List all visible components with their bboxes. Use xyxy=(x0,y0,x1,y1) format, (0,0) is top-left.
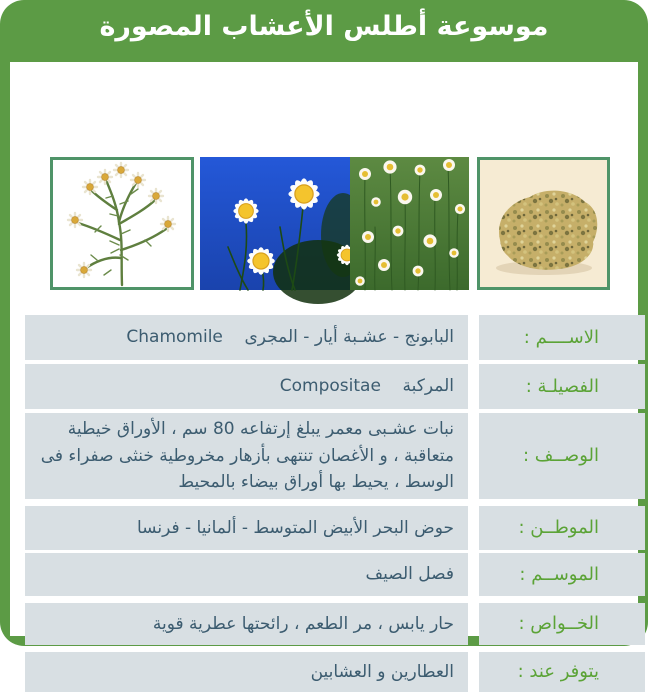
chamomile-field-photo xyxy=(350,157,469,290)
availability-label: يتوفر عند : xyxy=(479,652,645,692)
chamomile-illustration-image xyxy=(50,157,194,290)
name-value: البابونج - عشـبة أيار - المجرى Chamomile xyxy=(25,315,468,360)
family-value: المركبة Compositae xyxy=(25,364,468,409)
chamomile-illustration-drawing xyxy=(53,160,191,287)
season-value: فصل الصيف xyxy=(25,553,468,596)
description-label: الوصــف : xyxy=(479,413,645,499)
table-row-season xyxy=(25,553,645,596)
name-label: الاســــم : xyxy=(479,315,645,360)
properties-label: الخــواص : xyxy=(479,603,645,645)
table-row-availability xyxy=(25,652,645,692)
properties-value: حار يابس ، مر الطعم ، رائحتها عطرية قوية xyxy=(25,603,468,645)
content-area xyxy=(10,62,638,683)
chamomile-blue-sky-photo xyxy=(200,157,350,290)
table-row-properties xyxy=(25,603,645,645)
description-value: نبات عشـبى معمر يبلغ إرتفاعه 80 سم ، الأوراق خيطية متعاقبة ، و الأغصان تنتهى بأزهار مخروطية خنثى صفراء فى الوسط ، يحيط بها أوراق بيضاء بالمحيط xyxy=(25,413,468,499)
daisies-on-blue-drawing xyxy=(200,157,350,290)
availability-value: العطارين و العشابين xyxy=(25,652,468,692)
habitat-label: الموطــن : xyxy=(479,506,645,550)
table-row-name xyxy=(25,315,645,360)
dried-chamomile-drawing xyxy=(480,160,607,287)
table-row-habitat xyxy=(25,506,645,550)
page-header xyxy=(0,0,648,62)
dried-chamomile-photo xyxy=(477,157,610,290)
family-label: الفصيلـة : xyxy=(479,364,645,409)
table-row-family xyxy=(25,364,645,409)
season-label: الموســم : xyxy=(479,553,645,596)
habitat-value: حوض البحر الأبيض المتوسط - ألمانيا - فرنسا xyxy=(25,506,468,550)
chamomile-field-drawing xyxy=(350,157,469,290)
page-title: موسوعة أطلس الأعشاب المصورة xyxy=(99,11,549,42)
table-row-description xyxy=(25,413,645,499)
